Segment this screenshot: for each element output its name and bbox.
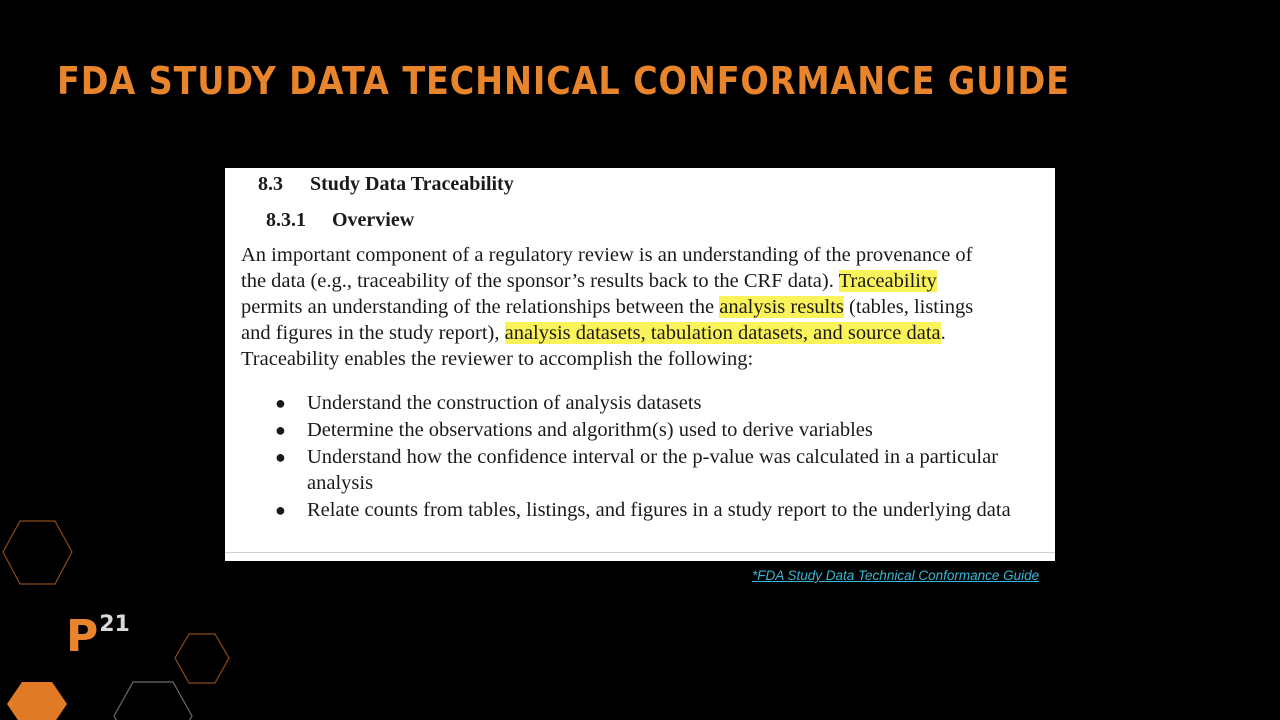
paragraph-text: permits an understanding of the relationships between the: [241, 296, 715, 318]
bullet-list: [225, 390, 1055, 524]
highlighted-text: Traceability: [838, 270, 937, 292]
list-item-text: Determine the observations and algorithm(s) used to derive variables: [307, 419, 873, 441]
section-heading: [258, 173, 514, 196]
page-bottom-divider: [225, 552, 1055, 561]
paragraph-text: and figures in the study report),: [241, 322, 500, 344]
paragraph-line: [241, 294, 1041, 320]
paragraph-text: the data (e.g., traceability of the sponsor’s results back to the CRF data).: [241, 270, 834, 292]
paragraph-text: An important component of a regulatory review is an understanding of the provenance of: [241, 244, 973, 266]
list-item: [225, 417, 1027, 443]
section-number: 8.3: [258, 173, 283, 195]
paragraph-line: [241, 242, 1041, 268]
document-excerpt: [225, 168, 1055, 561]
highlighted-text: analysis results: [719, 296, 844, 318]
subsection-heading: [266, 209, 414, 232]
hexagon-outline-bottom: [114, 682, 192, 720]
bullet-dot-icon: ●: [275, 393, 286, 413]
list-item-text: Understand how the confidence interval or the p-value was calculated in a particular analysis: [307, 446, 999, 494]
hexagon-filled: [7, 682, 67, 720]
paragraph-text: .: [940, 322, 946, 344]
source-citation-link[interactable]: *FDA Study Data Technical Conformance Guide: [752, 568, 1040, 583]
list-item-text: Understand the construction of analysis datasets: [307, 392, 702, 414]
logo-superscript: 21: [99, 612, 130, 637]
paragraph-text: (tables, listings: [849, 296, 974, 318]
hexagon-outline-small: [175, 634, 229, 683]
p21-logo: [66, 612, 130, 662]
subsection-title: Overview: [332, 209, 415, 231]
paragraph-text: Traceability enables the reviewer to accomplish the following:: [241, 348, 754, 370]
bullet-dot-icon: ●: [275, 500, 286, 520]
logo-letter: P: [66, 611, 99, 662]
hexagon-outline-large: [3, 521, 72, 584]
section-title: Study Data Traceability: [310, 173, 514, 195]
paragraph-line: [241, 346, 1041, 372]
highlighted-text: analysis datasets, tabulation datasets, and source data: [504, 322, 941, 344]
slide-title: FDA STUDY DATA TECHNICAL CONFORMANCE GUIDE: [57, 59, 1070, 103]
list-item: [225, 497, 1027, 523]
paragraph-line: [241, 268, 1041, 294]
paragraph-line: [241, 320, 1041, 346]
bullet-dot-icon: ●: [275, 447, 286, 467]
list-item-text: Relate counts from tables, listings, and figures in a study report to the underlying data: [307, 499, 1011, 521]
subsection-number: 8.3.1: [266, 209, 306, 231]
list-item: [225, 444, 1027, 496]
overview-paragraph: [241, 242, 1041, 372]
list-item: [225, 390, 1027, 416]
bullet-dot-icon: ●: [275, 420, 286, 440]
